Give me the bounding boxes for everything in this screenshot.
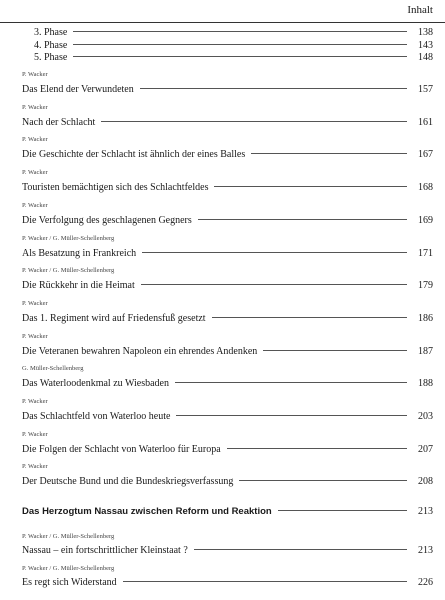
leader-rule [278, 510, 407, 511]
entry-page-number: 208 [418, 476, 433, 488]
toc-entry-line [22, 378, 433, 392]
entry-title: 3. Phase [34, 27, 68, 38]
entry-page-number: 187 [418, 345, 433, 357]
entry-author: P. Wacker [22, 71, 48, 78]
entry-author: P. Wacker [22, 103, 48, 111]
entry-title: Das Waterloodenkmal zu Wiesbaden [22, 378, 169, 390]
toc-entry-line [22, 182, 433, 196]
toc-entry-line [22, 149, 433, 163]
entry-page-number: 171 [418, 247, 433, 259]
leader-rule [140, 88, 407, 89]
toc-entry-line [22, 411, 433, 425]
toc-entry-line [22, 313, 433, 327]
leader-rule [251, 153, 407, 154]
entry-author: G. Müller-Schellenberg [22, 365, 84, 373]
toc-phase-line [22, 27, 433, 41]
toc-entry-line [22, 84, 433, 98]
leader-rule [194, 549, 407, 550]
entry-page-number: 188 [418, 378, 433, 390]
leader-rule [73, 31, 407, 32]
leader-rule [214, 186, 407, 187]
entry-page-number: 148 [418, 52, 433, 63]
toc-section-heading [22, 506, 433, 520]
entry-title: Die Rückkehr in die Heimat [22, 280, 135, 292]
toc-entry-line [22, 215, 433, 229]
entry-page-number: 226 [418, 577, 433, 588]
entry-author: P. Wacker / G. Müller-Schellenberg [22, 234, 115, 242]
entry-page-number: 186 [418, 312, 433, 324]
entry-title: Die Folgen der Schlacht von Waterloo für Europa [22, 443, 221, 455]
entry-author: P. Wacker [22, 299, 48, 307]
entry-title: 4. Phase [34, 40, 68, 51]
entry-page-number: 203 [418, 411, 433, 422]
toc-entry-line [22, 577, 433, 591]
entry-page-number: 167 [418, 149, 433, 161]
toc-entry-line [22, 248, 433, 262]
entry-author: P. Wacker / G. Müller-Schellenberg [22, 267, 115, 275]
entry-title: Als Besatzung in Frankreich [22, 247, 137, 259]
entry-title: Der Deutsche Bund und die Bundeskriegsverfassung [22, 476, 234, 488]
entry-title: Die Verfolgung des geschlagenen Gegners [22, 214, 192, 226]
leader-rule [198, 219, 407, 220]
entry-author: P. Wacker / G. Müller-Schellenberg [22, 565, 115, 572]
entry-title: Die Geschichte der Schlacht ist ähnlich der eines Balles [22, 149, 246, 161]
entry-title: 5. Phase [34, 52, 68, 63]
entry-page-number: 213 [418, 545, 433, 556]
entry-page-number: 138 [418, 27, 433, 38]
leader-rule [212, 317, 407, 318]
entry-page-number: 179 [418, 280, 433, 292]
entry-title: Es regt sich Widerstand [22, 577, 117, 588]
header-label: Inhalt [407, 4, 433, 16]
leader-rule [141, 284, 407, 285]
entry-author: P. Wacker / G. Müller-Schellenberg [22, 533, 115, 540]
entry-title: Das Elend der Verwundeten [22, 84, 134, 95]
leader-rule [123, 581, 407, 582]
entry-author: P. Wacker [22, 201, 48, 209]
entry-title: Das Schlachtfeld von Waterloo heute [22, 411, 171, 422]
entry-page-number: 213 [418, 506, 433, 517]
toc-entry-line [22, 346, 433, 360]
entry-title: Nassau – ein fortschrittlicher Kleinstaat ? [22, 545, 188, 556]
entry-author: P. Wacker [22, 169, 48, 177]
entry-page-number: 207 [418, 443, 433, 455]
entry-page-number: 168 [418, 182, 433, 194]
toc-entry-line [22, 476, 433, 490]
leader-rule [175, 382, 407, 383]
leader-rule [73, 44, 407, 45]
entry-title: Das 1. Regiment wird auf Friedensfuß gesetzt [22, 312, 206, 324]
entry-title: Das Herzogtum Nassau zwischen Reform und Reaktion [22, 506, 272, 517]
entry-page-number: 169 [418, 214, 433, 226]
leader-rule [101, 121, 407, 122]
toc-entry-line [22, 545, 433, 559]
toc-phase-line [22, 52, 433, 66]
entry-title: Touristen bemächtigen sich des Schlachtfeldes [22, 182, 209, 194]
toc-entry-line [22, 444, 433, 458]
entry-author: P. Wacker [22, 136, 48, 144]
entry-author: P. Wacker [22, 398, 48, 405]
entry-author: P. Wacker [22, 430, 48, 438]
entry-author: P. Wacker [22, 463, 48, 471]
toc-entry-line [22, 117, 433, 131]
entry-title: Nach der Schlacht [22, 116, 96, 128]
entry-page-number: 161 [418, 116, 433, 128]
page-header [0, 0, 445, 23]
entry-page-number: 157 [418, 84, 433, 95]
entry-author: P. Wacker [22, 332, 48, 340]
entry-title: Die Veteranen bewahren Napoleon ein ehrendes Andenken [22, 345, 258, 357]
leader-rule [142, 252, 407, 253]
leader-rule [263, 350, 407, 351]
leader-rule [176, 415, 407, 416]
toc-entry-line [22, 280, 433, 294]
leader-rule [73, 56, 407, 57]
leader-rule [239, 480, 407, 481]
leader-rule [227, 448, 407, 449]
entry-page-number: 143 [418, 40, 433, 51]
